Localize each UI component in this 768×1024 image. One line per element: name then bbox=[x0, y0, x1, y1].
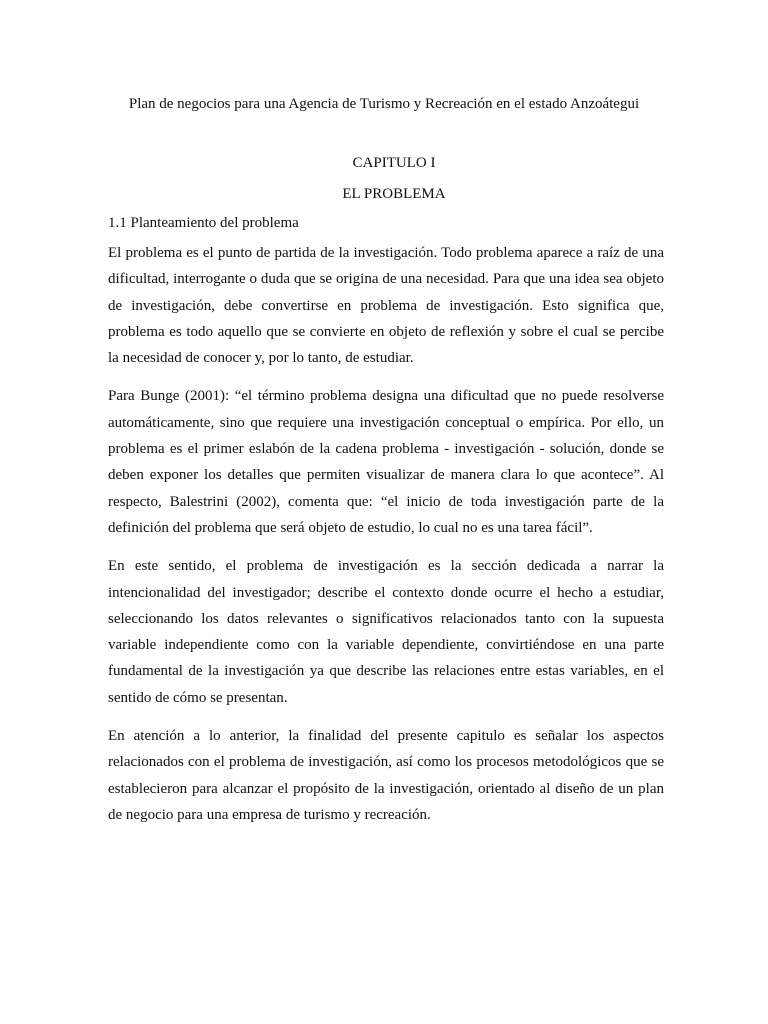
paragraph-context: En este sentido, el problema de investigación es la sección dedicada a narrar la intencionalidad del investigador; describe el contexto donde ocurre el hecho a estudiar, seleccionando los datos relevantes o significativos relacionados tanto con la supuesta variable independiente como con la variable dependiente, convirtiéndose en una parte fundamental de la investigación ya que describe las relaciones entre estas variables, en el sentido de cómo se presentan. bbox=[108, 558, 664, 706]
paragraph-bunge-quote: Para Bunge (2001): “el término problema designa una dificultad que no puede resolverse automáticamente, sino que requiere una investigación conceptual o empírica. Por ello, un problema es el primer eslabón de la cadena problema - investigación - solución, donde se deben exponer los detalles que permiten visualizar de manera clara lo que acontece”. Al respecto, Balestrini (2002), comenta que: “el inicio de toda investigación parte de la definición del problema que será objeto de estudio, lo cual no es una tarea fácil”. bbox=[108, 388, 664, 536]
section-heading: 1.1 Planteamiento del problema bbox=[108, 215, 299, 231]
chapter-title: EL PROBLEMA bbox=[342, 186, 446, 202]
chapter-number: CAPITULO I bbox=[352, 155, 436, 171]
document-title: Plan de negocios para una Agencia de Turismo y Recreación en el estado Anzoátegui bbox=[128, 96, 640, 112]
paragraph-purpose: En atención a lo anterior, la finalidad del presente capitulo es señalar los aspectos relacionados con el problema de investigación, así como los procesos metodológicos que se establecieron para alcanzar el propósito de la investigación, orientado al diseño de un plan de negocio para una empresa de turismo y recreación. bbox=[108, 728, 664, 823]
document-body bbox=[108, 240, 664, 840]
paragraph-intro: El problema es el punto de partida de la investigación. Todo problema aparece a raíz de una dificultad, interrogante o duda que se origina de una necesidad. Para que una idea sea objeto de investigación, debe convertirse en problema de investigación. Esto significa que, problema es todo aquello que se convierte en objeto de reflexión y sobre el cual se percibe la necesidad de conocer y, por lo tanto, de estudiar. bbox=[108, 245, 664, 367]
